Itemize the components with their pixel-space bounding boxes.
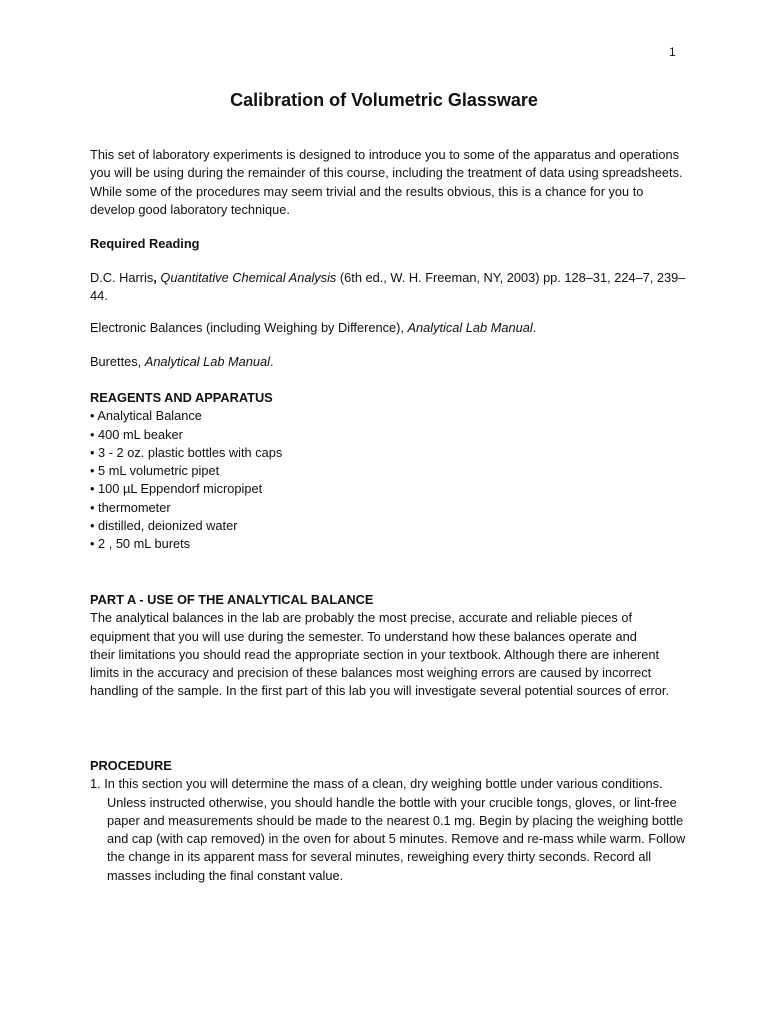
reference-separator: ,	[153, 270, 161, 285]
reading-reference-harris	[90, 269, 690, 306]
reference-book-title: Quantitative Chemical Analysis	[160, 270, 337, 285]
part-a-paragraph-1: The analytical balances in the lab are probably the most precise, accurate and reliable pieces of equipment that you will use during the semester. To understand how these balances operate and	[90, 610, 637, 644]
page-number: 1	[669, 45, 676, 59]
intro-paragraph: This set of laboratory experiments is designed to introduce you to some of the apparatus and operations you will be using during the remainder of this course, including the treatment of data using spreadsheets. While some of the procedures may seem trivial and the results obvious, this is a chance for you to develop good laboratory technique.	[90, 147, 683, 217]
part-a-paragraph-2: their limitations you should read the appropriate section in your textbook. Although there are inherent limits in the accuracy and precision of these balances most weighing errors are caused by incorrect handling of the sample. In the first part of this lab you will investigate several potential sources of error.	[90, 646, 670, 699]
list-item: • 100 µL Eppendorf micropipet	[90, 481, 263, 497]
list-item: • Analytical Balance	[90, 408, 202, 424]
reagents-list	[90, 407, 690, 553]
reagents-heading: REAGENTS AND APPARATUS	[90, 390, 273, 405]
reference-author: D.C. Harris	[90, 270, 154, 285]
list-item: • 2 , 50 mL burets	[90, 536, 191, 552]
reference-end: .	[532, 320, 537, 335]
list-item: • 400 mL beaker	[90, 426, 183, 442]
reference-source: Analytical Lab Manual	[407, 320, 533, 335]
list-item: • 5 mL volumetric pipet	[90, 463, 220, 479]
part-a-heading: PART A - USE OF THE ANALYTICAL BALANCE	[90, 592, 374, 607]
reading-reference-balances	[90, 319, 690, 337]
procedure-step-1: 1. In this section you will determine the mass of a clean, dry weighing bottle under various conditions. Unless instructed otherwise, you should handle the bottle with your crucible tongs, gloves, or lint-free paper and measurements should be made to the nearest 0.1 mg. Begin by placing the weighing bottle and cap (with cap removed) in the oven for about 5 minutes. Remove and re-mass while warm. Follow the change in its apparent mass for several minutes, reweighing every thirty seconds. Record all masses including the final constant value.	[90, 776, 686, 883]
procedure-section	[90, 757, 690, 885]
required-reading-heading: Required Reading	[90, 236, 200, 251]
document-title: Calibration of Volumetric Glassware	[230, 90, 538, 110]
reading-reference-burettes	[90, 353, 690, 371]
procedure-heading: PROCEDURE	[90, 758, 172, 773]
list-item: • thermometer	[90, 499, 171, 515]
reference-source: Analytical Lab Manual	[144, 354, 270, 369]
list-item: • 3 - 2 oz. plastic bottles with caps	[90, 444, 283, 460]
reagents-section	[90, 389, 690, 554]
reference-text: Burettes,	[90, 354, 145, 369]
list-item: • distilled, deionized water	[90, 518, 238, 534]
reference-text: Electronic Balances (including Weighing by Difference),	[90, 320, 408, 335]
part-a-section	[90, 591, 690, 701]
reference-details: (6th ed., W. H. Freeman, NY, 2003) pp. 128–31, 224–7, 239–44.	[90, 270, 686, 304]
reference-end: .	[269, 354, 274, 369]
